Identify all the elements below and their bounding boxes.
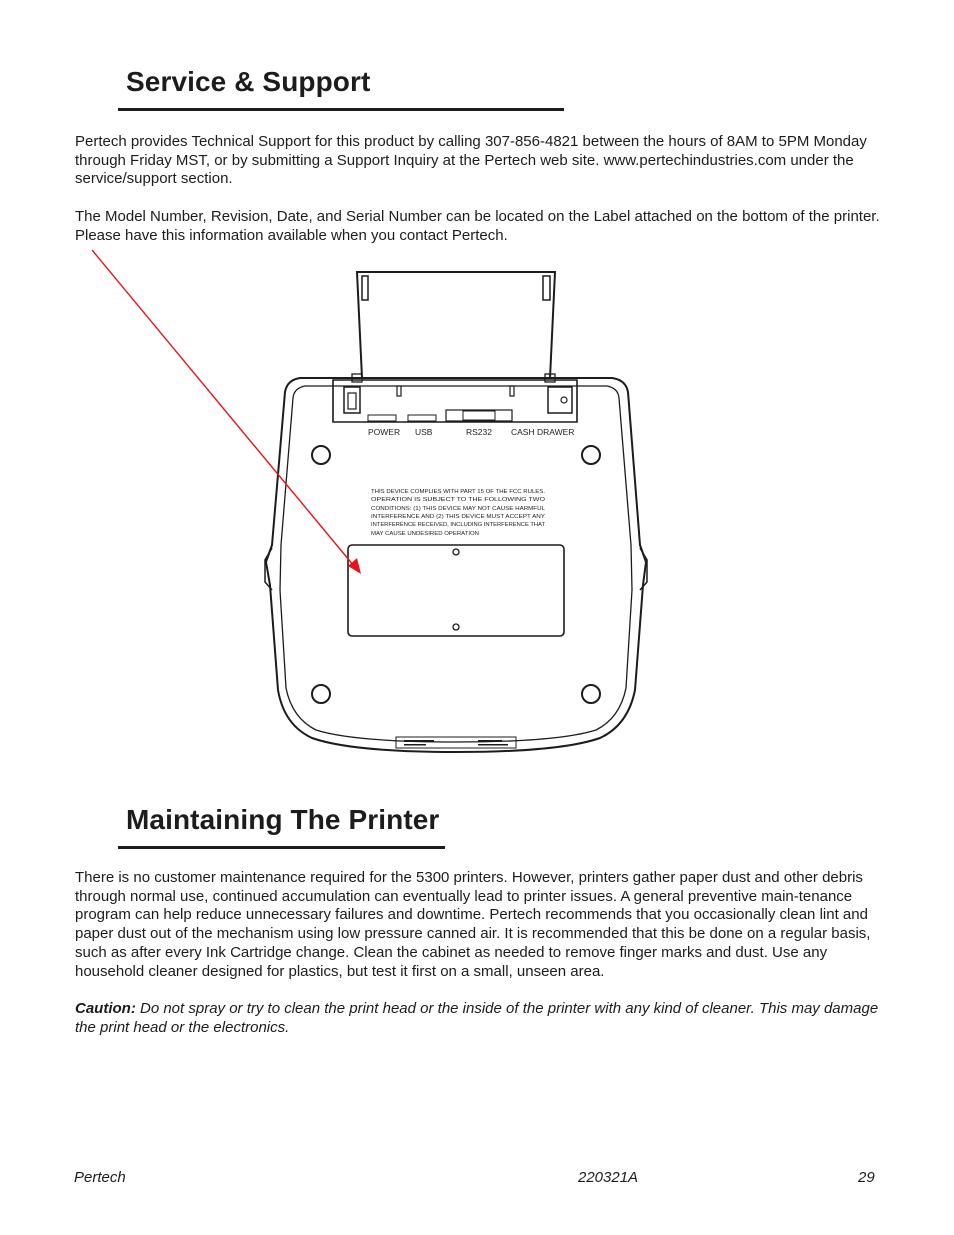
- fcc-line: CONDITIONS: (1) THIS DEVICE MAY NOT CAUSE HARMFUL: [371, 506, 545, 512]
- fcc-line: MAY CAUSE UNDESIRED OPERATION: [371, 531, 479, 537]
- rubber-foot-top-right: [582, 446, 600, 464]
- fcc-compliance-text: [371, 489, 546, 537]
- caution-label: Caution:: [75, 1000, 136, 1017]
- port-label-rs232: RS232: [466, 427, 492, 437]
- support-contact-paragraph: Pertech provides Technical Support for this product by calling 307-856-4821 between the hours of 8AM to 5PM Monday through Friday MST, or by submitting a Support Inquiry at the Pertech web site. www.pertechindustries.com under the service/support section.: [75, 133, 867, 188]
- rubber-foot-bottom-left: [312, 685, 330, 703]
- service-support-heading: Service & Support: [126, 66, 371, 97]
- rubber-foot-bottom-right: [582, 685, 600, 703]
- caution-paragraph: [75, 1000, 883, 1037]
- fcc-line: THIS DEVICE COMPLIES WITH PART 15 OF THE FCC RULES.: [371, 489, 546, 495]
- footer-page-number: 29: [858, 1169, 875, 1186]
- fcc-line: INTERFERENCE AND (2) THIS DEVICE MUST ACCEPT ANY: [371, 514, 546, 520]
- red-pointer-arrow: [92, 250, 361, 574]
- printer-body-outline: [266, 378, 646, 752]
- maintenance-paragraph: There is no customer maintenance required for the 5300 printers. However, printers gather paper dust and other debris through normal use, continued accumulation can eventually lead to printer issues. A general preventive main-tenance program can help reduce unnecessary failures and downtime. Pertech recommends that you occasionally clean lint and paper dust out of the mechanism using low pressure canned air. It is recommended that this be done on a regular basis, such as after every Ink Cartridge change. Clean the cabinet as needed to remove finger marks and dust. Use any household cleaner designed for plastics, but test it first on a small, unseen area.: [75, 869, 871, 980]
- footer-company: Pertech: [74, 1169, 126, 1186]
- port-label-usb: USB: [415, 427, 433, 437]
- rubber-foot-top-left: [312, 446, 330, 464]
- fcc-line: OPERATION IS SUBJECT TO THE FOLLOWING TWO: [371, 497, 546, 503]
- heading-underline: [118, 846, 445, 849]
- footer-doc-number: 220321A: [578, 1169, 639, 1186]
- label-location-paragraph: The Model Number, Revision, Date, and Serial Number can be located on the Label attached on the bottom of the printer. Please have this information available when you contact Pertech.: [75, 208, 880, 244]
- paper-flap: [357, 272, 555, 378]
- label-area: [348, 545, 564, 636]
- caution-text: Do not spray or try to clean the print head or the inside of the printer with any kind of cleaner. This may damage the print head or the electronics.: [75, 1000, 879, 1036]
- maintaining-printer-heading: Maintaining The Printer: [126, 804, 440, 835]
- port-label-power: POWER: [368, 427, 401, 437]
- port-label-cash-drawer: CASH DRAWER: [511, 427, 575, 437]
- fcc-line: INTERFERENCE RECEIVED, INCLUDING INTERFERENCE THAT: [371, 522, 546, 528]
